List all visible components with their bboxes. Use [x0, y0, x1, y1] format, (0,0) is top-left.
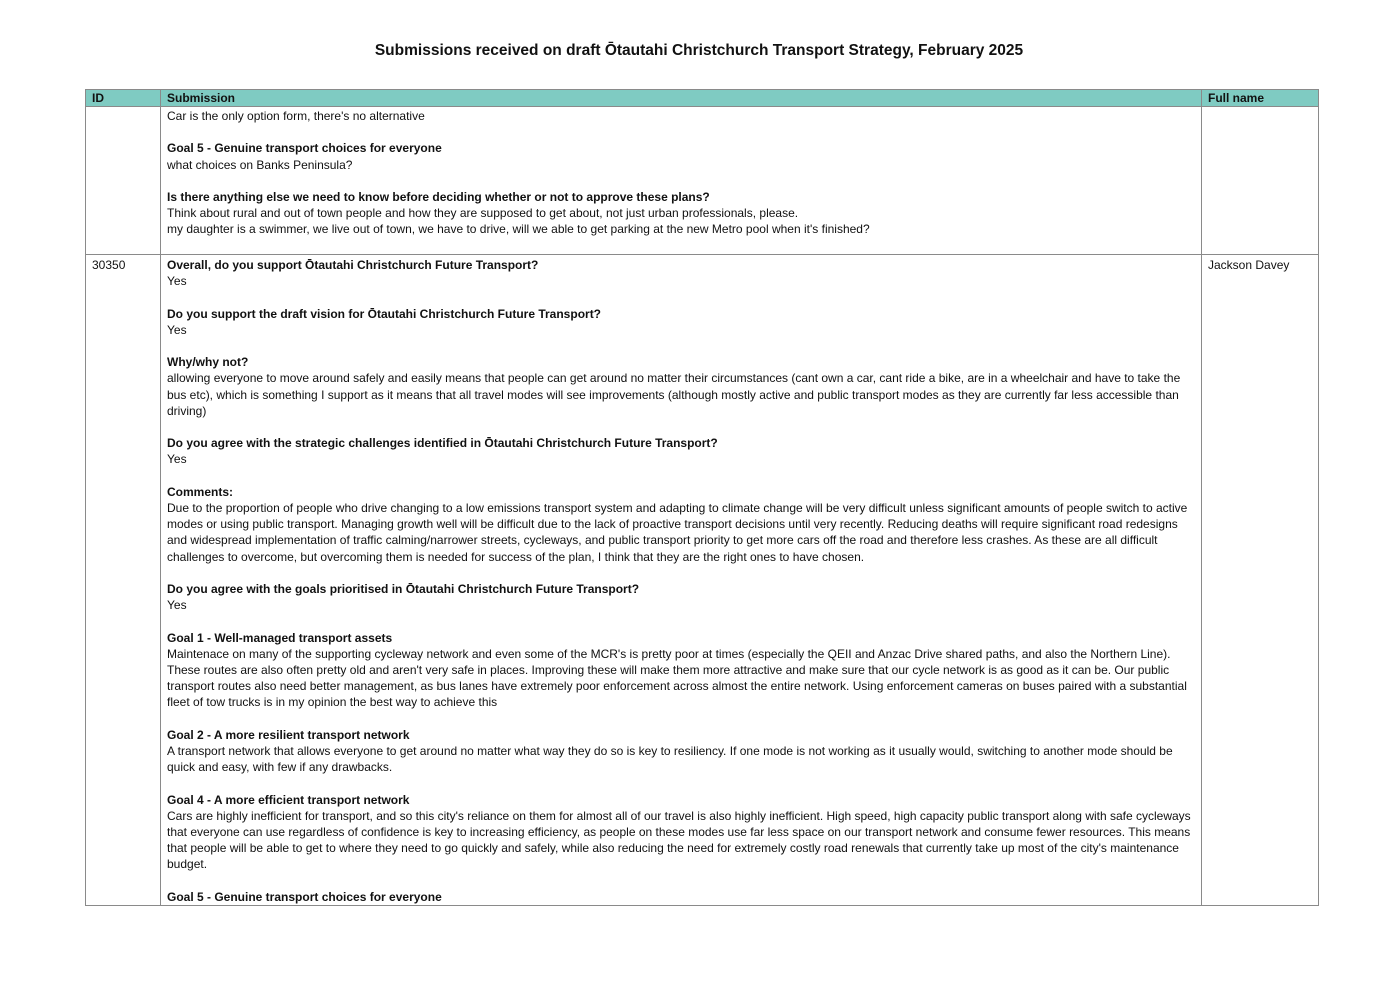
table-header-row	[86, 90, 1319, 107]
submission-block	[167, 108, 1195, 124]
submission-block	[167, 484, 1195, 565]
answer-text: Yes	[167, 322, 187, 337]
answer-text: allowing everyone to move around safely and easily means that people can get around no matter their circumstances (cant own a car, cant ride a bike, are in a wheelchair and have to take the bus etc), which is something I support as it means that all travel modes will see improvements (although mostly active and public transport modes as they are currently far less accessible than driving)	[167, 371, 1181, 418]
question-text: Why/why not?	[167, 355, 249, 370]
question-text: Goal 1 - Well-managed transport assets	[167, 630, 393, 645]
cell-id	[86, 107, 161, 255]
question-text: Do you support the draft vision for Ōtautahi Christchurch Future Transport?	[167, 306, 602, 321]
answer-text: Yes	[167, 274, 187, 289]
submission-block	[167, 306, 1195, 338]
question-text: Goal 5 - Genuine transport choices for everyone	[167, 889, 442, 904]
cell-id: 30350	[86, 255, 161, 906]
question-text: Goal 2 - A more resilient transport network	[167, 727, 410, 742]
cell-submission	[161, 107, 1202, 255]
submissions-table	[85, 89, 1319, 906]
answer-text: Yes	[167, 452, 187, 467]
submission-block	[167, 354, 1195, 419]
question-text: Do you agree with the goals prioritised in Ōtautahi Christchurch Future Transport?	[167, 581, 640, 596]
question-text: Comments:	[167, 484, 234, 499]
answer-text: A transport network that allows everyone to get around no matter what way they do so is key to resiliency. If one mode is not working as it usually would, switching to another mode should be quick and easy, with few if any drawbacks.	[167, 743, 1173, 775]
submission-block	[167, 435, 1195, 467]
question-text: Do you agree with the strategic challenges identified in Ōtautahi Christchurch Future Transport?	[167, 436, 718, 451]
answer-text: Maintenace on many of the supporting cycleway network and even some of the MCR's is pretty poor at times (especially the QEII and Anzac Drive shared paths, and also the Northern Line). These routes are also often pretty old and aren't very safe in places. Improving these will make them more attractive and make sure that our cycle network is as good as it can be. Our public transport routes also need better management, as bus lanes have extremely poor enforcement across almost the entire network. Using enforcement cameras on buses paired with a substantial fleet of tow trucks is in my opinion the best way to achieve this	[167, 646, 1187, 710]
question-text: Goal 4 - A more efficient transport network	[167, 792, 410, 807]
table-row	[86, 107, 1319, 255]
submission-block	[167, 257, 1195, 289]
answer-text: Due to the proportion of people who drive changing to a low emissions transport system and adapting to climate change will be very difficult unless significant amounts of people switch to active modes or using public transport. Managing growth well will be difficult due to the lack of proactive transport decisions until very recently. Reducing deaths will require significant road redesigns and widespread implementation of traffic calming/narrower streets, cycleways, and public transport priority to get more cars off the road and therefore less crashes. As these are all difficult challenges to overcome, but overcoming them is needed for success of the plan, I think that they are the right ones to have chosen.	[167, 500, 1188, 564]
submission-block	[167, 630, 1195, 711]
submission-block	[167, 727, 1195, 776]
cell-full-name	[1202, 107, 1319, 255]
submission-block	[167, 189, 1195, 238]
submission-block	[167, 792, 1195, 873]
table-row	[86, 255, 1319, 906]
answer-text: Cars are highly inefficient for transport, and so this city's reliance on them for almost all of our travel is also highly inefficient. High speed, high capacity public transport along with safe cycleways that everyone can use regardless of confidence is key to increasing efficiency, as people on these modes use far less space on our transport network and consume fewer resources. This means that people will be able to get to where they need to go quickly and safely, while also reducing the need for extremely costly road renewals that currently take up most of the city's maintenance budget.	[167, 808, 1191, 872]
submission-block	[167, 140, 1195, 172]
cell-submission	[161, 255, 1202, 906]
page-title: Submissions received on draft Ōtautahi Christchurch Transport Strategy, February 2025	[374, 42, 1024, 59]
question-text: Goal 5 - Genuine transport choices for everyone	[167, 141, 442, 156]
header-full-name: Full name	[1202, 90, 1319, 107]
question-text: Overall, do you support Ōtautahi Christchurch Future Transport?	[167, 258, 539, 272]
question-text: Is there anything else we need to know before deciding whether or not to approve these plans?	[167, 189, 710, 204]
header-submission: Submission	[161, 90, 1202, 107]
submission-block	[167, 581, 1195, 613]
answer-text: Yes	[167, 598, 187, 613]
answer-text: Car is the only option form, there's no alternative	[167, 109, 425, 123]
header-id: ID	[86, 90, 161, 107]
cell-full-name: Jackson Davey	[1202, 255, 1319, 906]
answer-text: Think about rural and out of town people and how they are supposed to get about, not just urban professionals, please. my daughter is a swimmer, we live out of town, we have to drive, will we able to get parking at the new Metro pool when it's finished?	[167, 206, 870, 237]
answer-text: what choices on Banks Peninsula?	[167, 157, 353, 172]
submission-block	[167, 889, 1195, 905]
